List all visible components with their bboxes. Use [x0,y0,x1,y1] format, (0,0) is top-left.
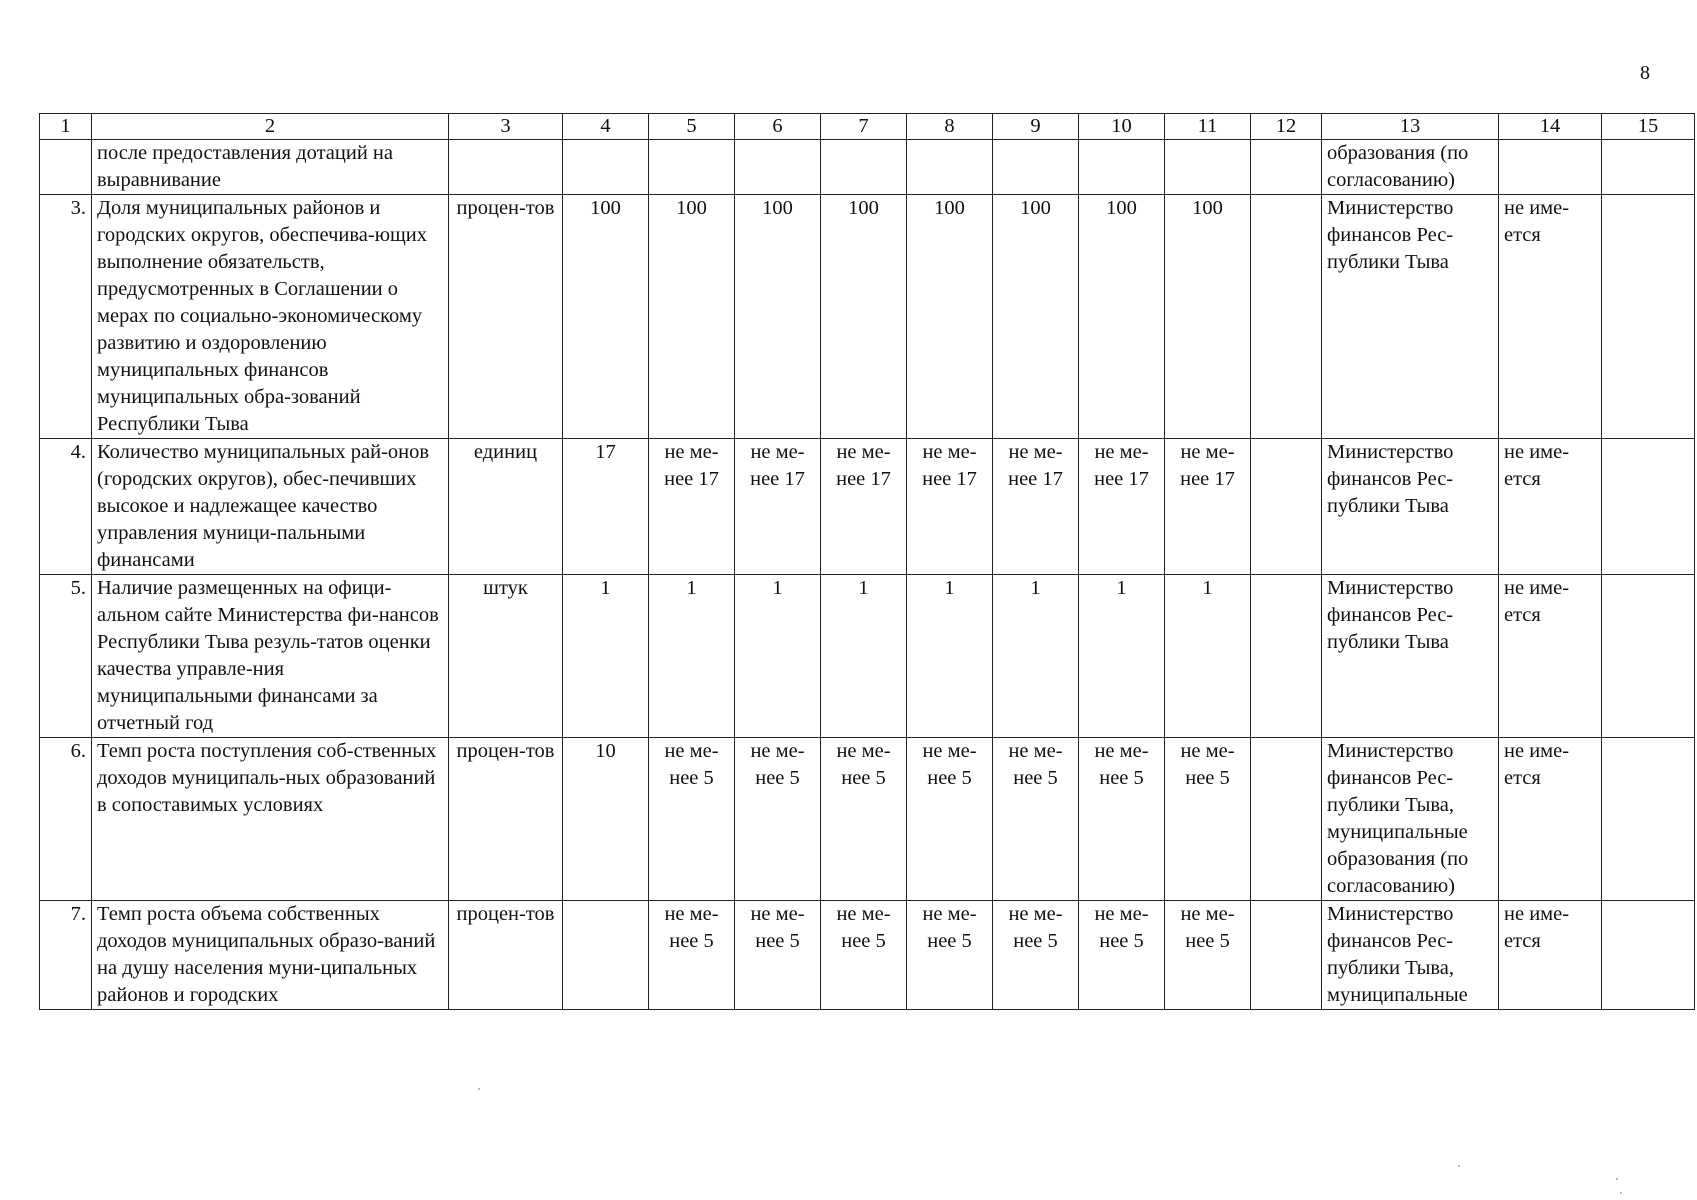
value-col-10: 1 [1079,575,1165,738]
indicator-name: Наличие размещенных на офици-альном сайте Министерства фи-нансов Республики Тыва резуль-татов оценки качества управле-ния муниципальными финансами за отчетный год [92,575,449,738]
value-col-10 [1079,140,1165,195]
col-14-cell: не име-ется [1499,195,1602,439]
value-col-12 [1251,195,1322,439]
value-col-5: не ме-нее 5 [649,738,735,901]
value-col-8: не ме-нее 5 [907,901,993,1010]
value-col-11: 1 [1165,575,1251,738]
value-col-5: 1 [649,575,735,738]
indicator-name: Темп роста поступления соб-ственных доходов муниципаль-ных образований в сопоставимых условиях [92,738,449,901]
unit-cell [449,140,563,195]
row-number: 3. [40,195,92,439]
value-col-4 [563,901,649,1010]
value-col-11: не ме-нее 17 [1165,439,1251,575]
value-col-9 [993,140,1079,195]
value-col-11 [1165,140,1251,195]
row-number: 5. [40,575,92,738]
column-header-12: 12 [1251,114,1322,140]
table-row [40,738,1695,901]
value-col-12 [1251,738,1322,901]
responsible-cell: Министерство финансов Рес-публики Тыва [1322,439,1499,575]
value-col-6: не ме-нее 5 [735,901,821,1010]
row-number: 6. [40,738,92,901]
value-col-10: не ме-нее 5 [1079,901,1165,1010]
value-col-8 [907,140,993,195]
column-header-3: 3 [449,114,563,140]
column-header-11: 11 [1165,114,1251,140]
indicators-table [39,113,1695,1010]
unit-cell: процен-тов [449,738,563,901]
value-col-7: не ме-нее 17 [821,439,907,575]
col-14-cell: не име-ется [1499,901,1602,1010]
value-col-6 [735,140,821,195]
value-col-4: 1 [563,575,649,738]
column-header-6: 6 [735,114,821,140]
unit-cell: штук [449,575,563,738]
column-header-13: 13 [1322,114,1499,140]
value-col-4: 17 [563,439,649,575]
responsible-cell: Министерство финансов Рес-публики Тыва [1322,195,1499,439]
column-header-9: 9 [993,114,1079,140]
value-col-5 [649,140,735,195]
unit-cell: единиц [449,439,563,575]
value-col-8: не ме-нее 5 [907,738,993,901]
value-col-11: 100 [1165,195,1251,439]
value-col-6: не ме-нее 17 [735,439,821,575]
value-col-7: не ме-нее 5 [821,901,907,1010]
column-header-1: 1 [40,114,92,140]
value-col-11: не ме-нее 5 [1165,738,1251,901]
column-header-4: 4 [563,114,649,140]
col-15-cell [1602,575,1695,738]
column-header-10: 10 [1079,114,1165,140]
value-col-9: не ме-нее 17 [993,439,1079,575]
value-col-12 [1251,901,1322,1010]
table-row [40,901,1695,1010]
value-col-7: не ме-нее 5 [821,738,907,901]
column-header-2: 2 [92,114,449,140]
col-15-cell [1602,195,1695,439]
value-col-5: 100 [649,195,735,439]
table-row [40,140,1695,195]
value-col-8: не ме-нее 17 [907,439,993,575]
row-number: 4. [40,439,92,575]
value-col-6: 1 [735,575,821,738]
row-number: 7. [40,901,92,1010]
column-header-5: 5 [649,114,735,140]
page-number: 8 [1640,62,1650,84]
value-col-9: 1 [993,575,1079,738]
table-row [40,195,1695,439]
value-col-12 [1251,140,1322,195]
column-header-7: 7 [821,114,907,140]
responsible-cell: образования (по согласованию) [1322,140,1499,195]
value-col-7: 100 [821,195,907,439]
unit-cell: процен-тов [449,195,563,439]
row-number [40,140,92,195]
col-15-cell [1602,439,1695,575]
indicator-name: Доля муниципальных районов и городских округов, обеспечива-ющих выполнение обязательств, предусмотренных в Соглашении о мерах по социально-экономическому развитию и оздоровлению муниципальных финансов муниципальных обра-зований Республики Тыва [92,195,449,439]
value-col-6: не ме-нее 5 [735,738,821,901]
value-col-10: 100 [1079,195,1165,439]
col-14-cell: не име-ется [1499,439,1602,575]
column-number-row [40,114,1695,140]
value-col-11: не ме-нее 5 [1165,901,1251,1010]
value-col-7: 1 [821,575,907,738]
value-col-10: не ме-нее 17 [1079,439,1165,575]
col-15-cell [1602,901,1695,1010]
value-col-7 [821,140,907,195]
column-header-14: 14 [1499,114,1602,140]
col-14-cell [1499,140,1602,195]
table-row [40,439,1695,575]
col-15-cell [1602,140,1695,195]
col-14-cell: не име-ется [1499,575,1602,738]
value-col-6: 100 [735,195,821,439]
col-15-cell [1602,738,1695,901]
responsible-cell: Министерство финансов Рес-публики Тыва, муниципальные образования (по согласованию) [1322,738,1499,901]
column-header-8: 8 [907,114,993,140]
unit-cell: процен-тов [449,901,563,1010]
responsible-cell: Министерство финансов Рес-публики Тыва, муниципальные [1322,901,1499,1010]
value-col-8: 100 [907,195,993,439]
value-col-9: 100 [993,195,1079,439]
value-col-9: не ме-нее 5 [993,901,1079,1010]
value-col-12 [1251,439,1322,575]
table-row [40,575,1695,738]
responsible-cell: Министерство финансов Рес-публики Тыва [1322,575,1499,738]
value-col-5: не ме-нее 5 [649,901,735,1010]
value-col-4: 100 [563,195,649,439]
value-col-9: не ме-нее 5 [993,738,1079,901]
col-14-cell: не име-ется [1499,738,1602,901]
indicator-name: Темп роста объема собственных доходов муниципальных образо-ваний на душу населения муни-ципальных районов и городских [92,901,449,1010]
value-col-5: не ме-нее 17 [649,439,735,575]
value-col-10: не ме-нее 5 [1079,738,1165,901]
value-col-4 [563,140,649,195]
column-header-15: 15 [1602,114,1695,140]
value-col-8: 1 [907,575,993,738]
indicator-name: Количество муниципальных рай-онов (городских округов), обес-печивших высокое и надлежащее качество управления муници-пальными финансами [92,439,449,575]
indicator-name: после предоставления дотаций на выравнивание [92,140,449,195]
value-col-12 [1251,575,1322,738]
value-col-4: 10 [563,738,649,901]
